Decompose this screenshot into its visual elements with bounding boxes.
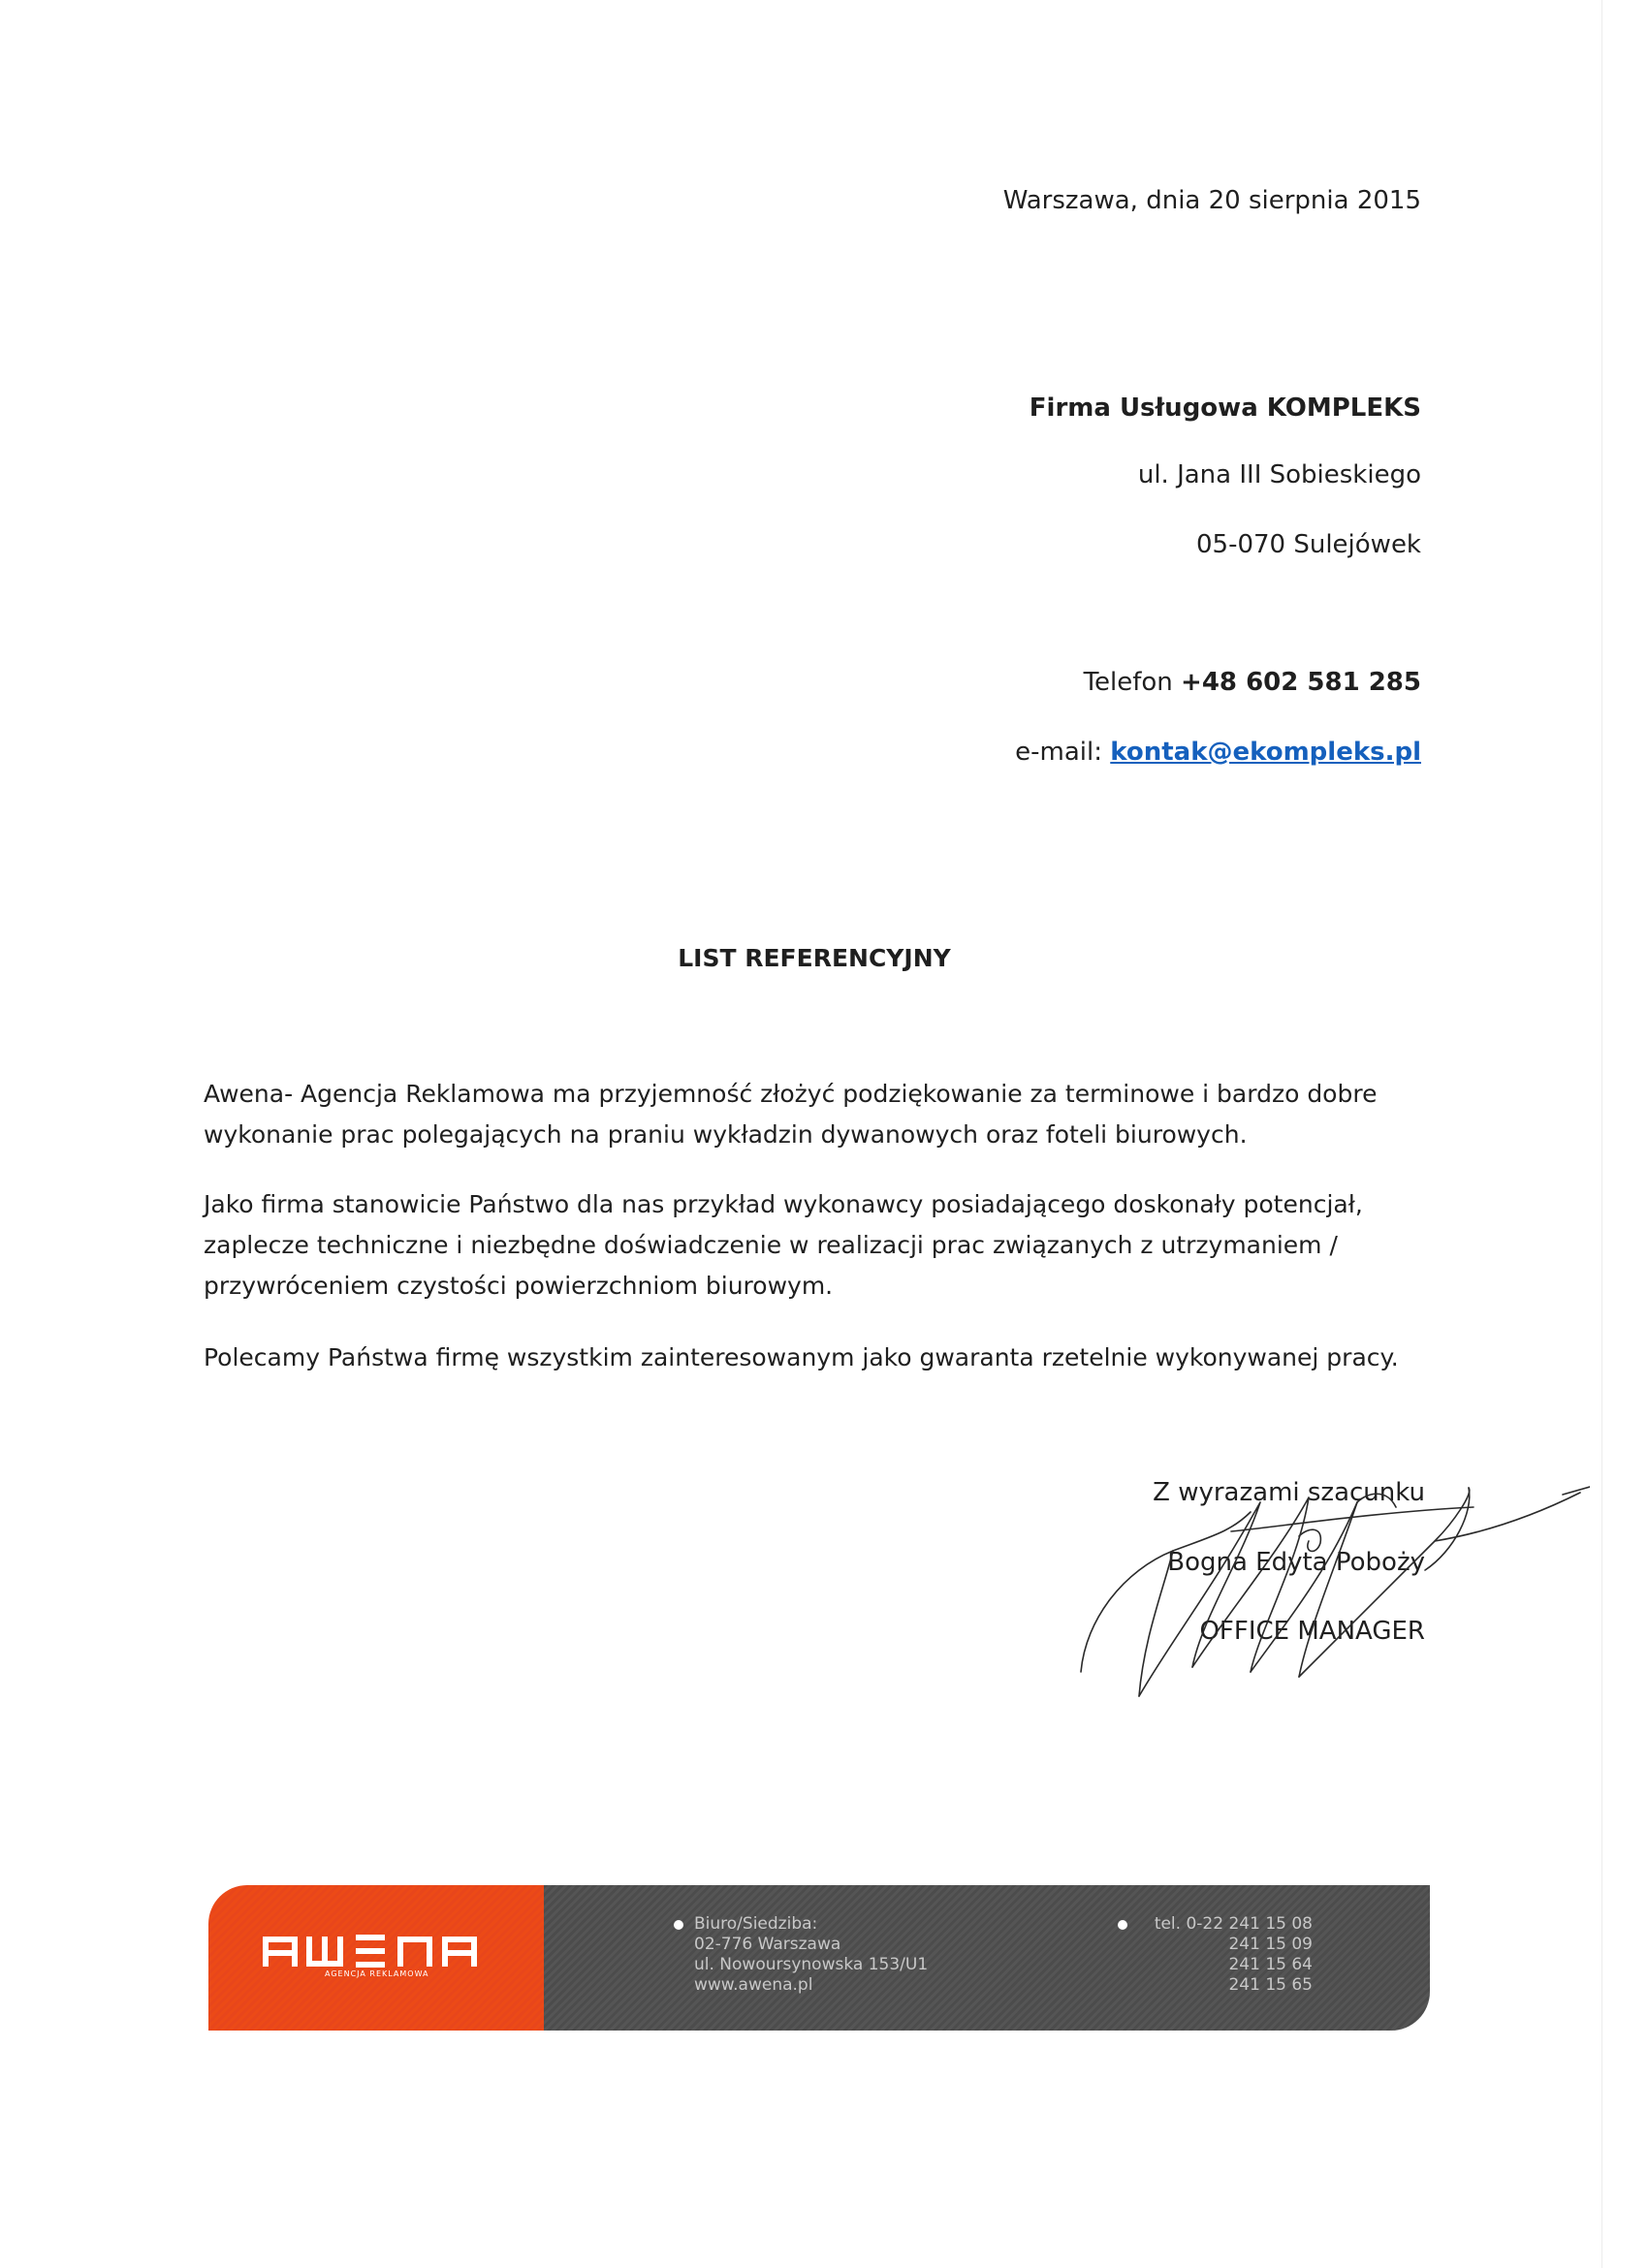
bullet-icon bbox=[1118, 1920, 1127, 1930]
address-line: ul. Nowoursynowska 153/U1 bbox=[694, 1955, 929, 1974]
bullet-icon bbox=[674, 1920, 683, 1930]
contact-panel bbox=[544, 1885, 1430, 2031]
office-address bbox=[694, 1914, 928, 1996]
tel-number: 241 15 65 bbox=[1228, 1975, 1313, 1995]
paragraph-text: Polecamy Państwa firmę wszystkim zainteresowanym jako gwaranta rzetelnie wykonywanej pracy. bbox=[204, 1343, 1399, 1371]
brand-panel bbox=[208, 1885, 544, 2031]
address-line: 02-776 Warszawa bbox=[694, 1935, 841, 1954]
tel-label: tel. 0-22 bbox=[1154, 1914, 1224, 1934]
letter-title: LIST REFERENCYJNY bbox=[678, 944, 951, 972]
signer-name: Bogna Edyta Poboży bbox=[1167, 1548, 1425, 1577]
phone-list bbox=[1138, 1914, 1313, 1996]
address-line: Biuro/Siedziba: bbox=[694, 1914, 818, 1934]
phone-line bbox=[1138, 1914, 1313, 1935]
email-label: e-mail: bbox=[1015, 738, 1102, 767]
email-link[interactable]: kontak@ekompleks.pl bbox=[1110, 738, 1421, 767]
recipient-city: 05-070 Sulejówek bbox=[1195, 530, 1421, 559]
paragraph-3 bbox=[204, 1338, 1415, 1378]
recipient-email bbox=[1015, 738, 1421, 767]
tel-number: 241 15 08 bbox=[1228, 1914, 1313, 1934]
tel-number: 241 15 09 bbox=[1228, 1935, 1313, 1954]
tel-number: 241 15 64 bbox=[1228, 1955, 1313, 1974]
paragraph-1 bbox=[204, 1074, 1415, 1155]
recipient-company: Firma Usługowa KOMPLEKS bbox=[1029, 394, 1421, 423]
phone-label: Telefon bbox=[1083, 668, 1173, 697]
letterhead-footer bbox=[208, 1885, 1430, 2031]
paragraph-text: Awena- Agencja Reklamowa ma przyjemność złożyć podziękowanie za terminowe i bardzo dobre wykonanie prac polegających na praniu wykładzin dywanowych oraz foteli biurowych. bbox=[204, 1080, 1378, 1149]
paragraph-text: Jako firma stanowicie Państwo dla nas przykład wykonawcy posiadającego doskonały potencjał, zaplecze techniczne i niezbędne doświadczenie w realizacji prac związanych z utrzymaniem / przywróceniem czystości powierzchniom biurowym. bbox=[204, 1190, 1363, 1300]
website-link[interactable]: www.awena.pl bbox=[694, 1975, 813, 1995]
recipient-street: ul. Jana III Sobieskiego bbox=[1137, 460, 1421, 489]
closing-greeting: Z wyrazami szacunku bbox=[1153, 1478, 1425, 1507]
brand-tagline: AGENCJA REKLAMOWA bbox=[325, 1969, 429, 1978]
signer-position: OFFICE MANAGER bbox=[1199, 1617, 1425, 1646]
phone-number: +48 602 581 285 bbox=[1181, 668, 1421, 697]
letter-date: Warszawa, dnia 20 sierpnia 2015 bbox=[1002, 186, 1421, 215]
awena-logo bbox=[263, 1934, 495, 1969]
paragraph-2 bbox=[204, 1184, 1415, 1307]
handwritten-signature bbox=[1066, 1473, 1590, 1706]
page-edge bbox=[1601, 0, 1602, 2268]
recipient-phone bbox=[1084, 668, 1421, 697]
